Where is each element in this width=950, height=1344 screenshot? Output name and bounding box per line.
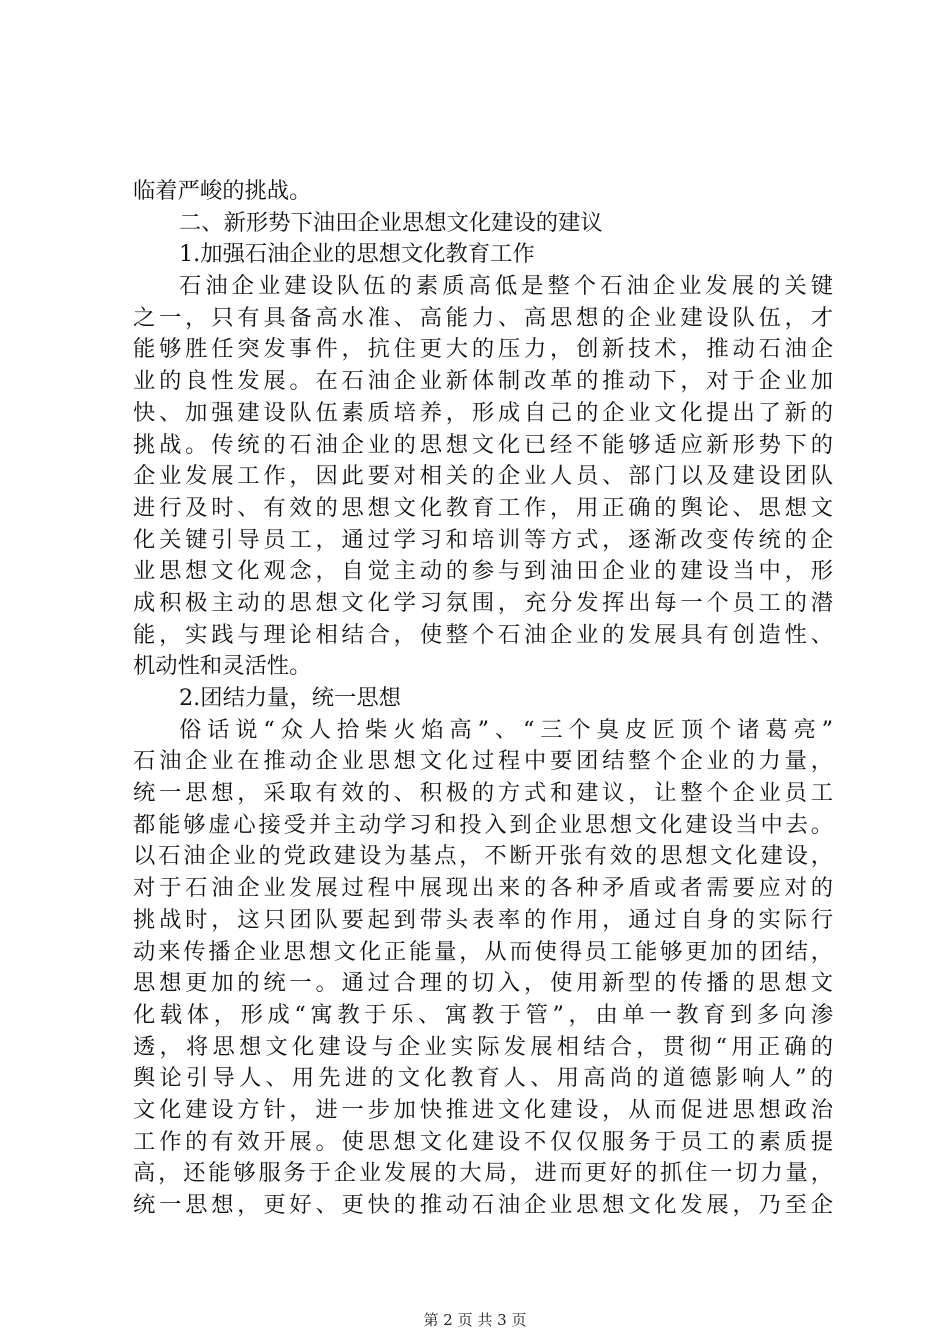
text-line: 统一思想，更好、更快的推动石油企业思想文化发展，乃至企 (133, 1192, 833, 1218)
text-line: 化关键引导员工，通过学习和培训等方式，逐渐改变传统的企 (133, 526, 833, 553)
text-line: 工作的有效开展。使思想文化建设不仅仅服务于员工的素质提 (133, 1128, 833, 1155)
text-line: 临着严峻的挑战。 (133, 178, 312, 204)
text-line: 能够胜任突发事件，抗住更大的压力，创新技术，推动石油企 (133, 336, 833, 363)
text-line: 以石油企业的党政建设为基点，不断开张有效的思想文化建设， (133, 843, 833, 870)
text-line: 1.加强石油企业的思想文化教育工作 (179, 241, 535, 268)
text-line: 透，将思想文化建设与企业实际发展相结合，贯彻“用正确的 (133, 1033, 833, 1060)
page-number-label: 第 2 页 共 3 页 (423, 1311, 527, 1329)
text-line: 都能够虚心接受并主动学习和投入到企业思想文化建设当中去。 (133, 811, 833, 838)
text-line: 统一思想，采取有效的、积极的方式和建议，让整个企业员工 (133, 780, 833, 807)
text-line: 机动性和灵活性。 (133, 653, 312, 680)
text-line: 挑战时，这只团队要起到带头表率的作用，通过自身的实际行 (133, 906, 833, 933)
text-line: 成积极主动的思想文化学习氛围，充分发挥出每一个员工的潜 (133, 589, 833, 616)
document-body (133, 176, 833, 1222)
text-line: 石油企业在推动企业思想文化过程中要团结整个企业的力量， (133, 748, 833, 775)
text-line: 企业发展工作，因此要对相关的企业人员、部门以及建设团队 (133, 463, 833, 490)
text-line: 二、新形势下油田企业思想文化建设的建议 (179, 209, 603, 236)
text-line: 思想更加的统一。通过合理的切入，使用新型的传播的思想文 (133, 970, 833, 997)
text-line: 业思想文化观念，自觉主动的参与到油田企业的建设当中，形 (133, 558, 833, 585)
text-line: 舆论引导人、用先进的文化教育人、用高尚的道德影响人”的 (133, 1065, 833, 1092)
text-line: 对于石油企业发展过程中展现出来的各种矛盾或者需要应对的 (133, 875, 833, 902)
text-line: 俗话说“众人拾柴火焰高”、“三个臭皮匠顶个诸葛亮” (179, 716, 833, 743)
page-footer (0, 1309, 950, 1330)
text-line: 动来传播企业思想文化正能量，从而使得员工能够更加的团结， (133, 938, 833, 965)
text-line: 2.团结力量，统一思想 (179, 685, 401, 711)
text-line: 高，还能够服务于企业发展的大局，进而更好的抓住一切力量， (133, 1160, 833, 1187)
text-line: 进行及时、有效的思想文化教育工作，用正确的舆论、思想文 (133, 494, 833, 521)
text-line: 文化建设方针，进一步加快推进文化建设，从而促进思想政治 (133, 1096, 833, 1123)
text-line: 能，实践与理论相结合，使整个石油企业的发展具有创造性、 (133, 621, 833, 648)
text-line: 化载体，形成“寓教于乐、寓教于管”，由单一教育到多向渗 (133, 1001, 833, 1028)
text-line: 业的良性发展。在石油企业新体制改革的推动下，对于企业加 (133, 368, 833, 395)
text-line: 之一，只有具备高水准、高能力、高思想的企业建设队伍，才 (133, 304, 833, 331)
text-line: 石油企业建设队伍的素质高低是整个石油企业发展的关键 (179, 273, 833, 300)
text-line: 挑战。传统的石油企业的思想文化已经不能够适应新形势下的 (133, 431, 833, 458)
text-line: 快、加强建设队伍素质培养，形成自己的企业文化提出了新的 (133, 399, 833, 426)
